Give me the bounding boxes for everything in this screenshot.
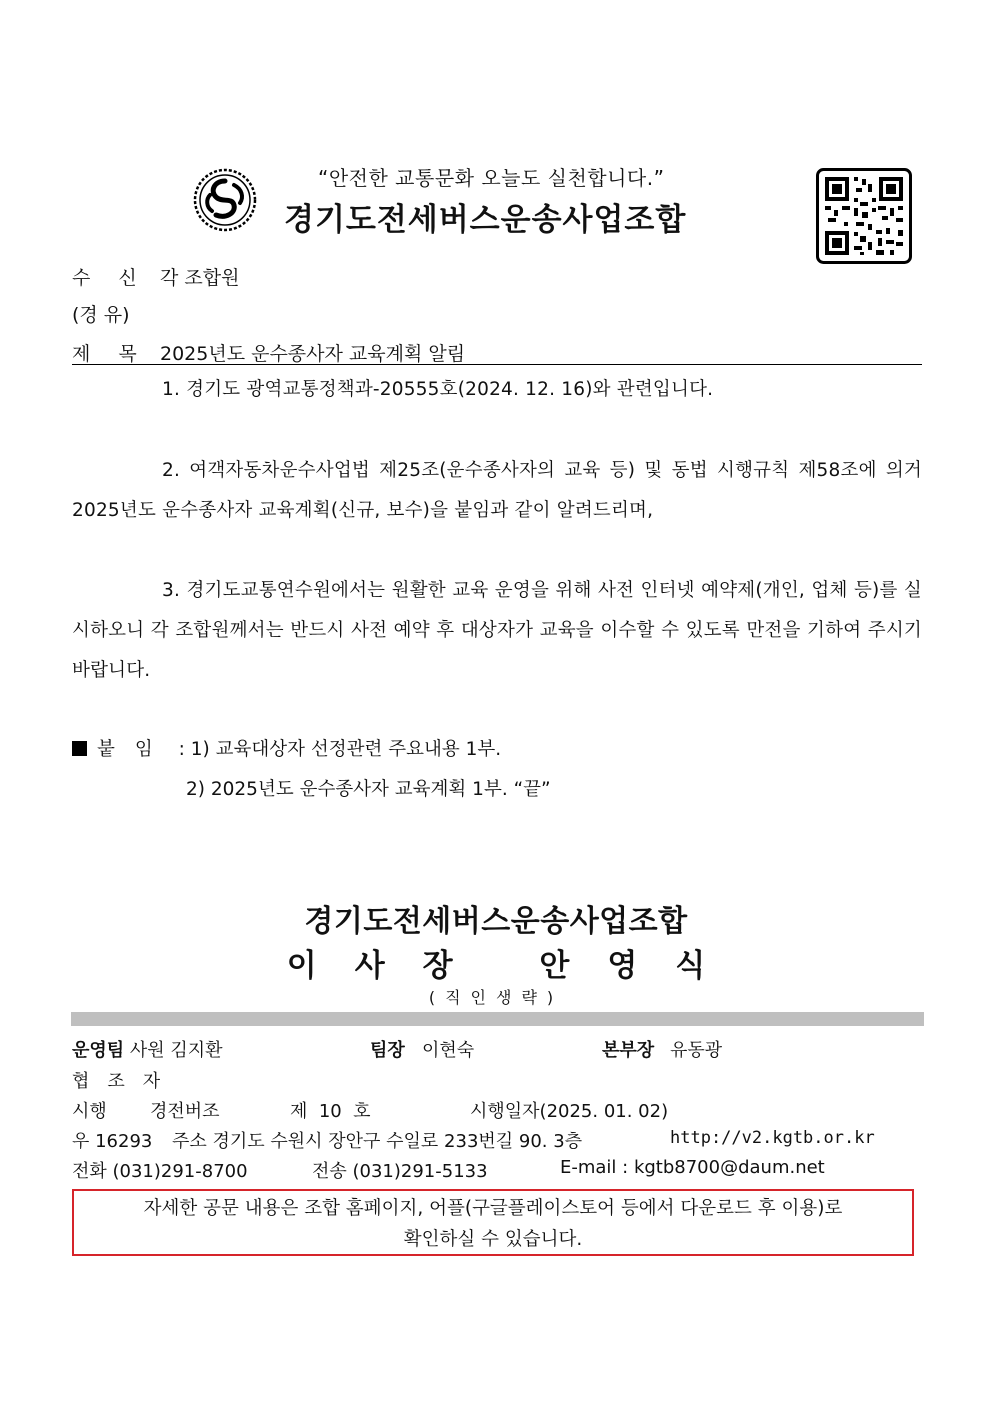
phone-number: 전화 (031)291-8700 <box>72 1161 248 1182</box>
signature-org: 경기도전세버스운송사업조합 <box>304 904 688 939</box>
subject-divider <box>72 364 922 365</box>
attachment-item-1: 1) 교육대상자 선정관련 주요내용 1부. <box>190 739 502 760</box>
team-value: 사원 김지환 <box>129 1040 223 1061</box>
staff-line <box>72 1036 723 1062</box>
recipient-label: 수신 <box>72 267 165 289</box>
paragraph-2: 2. 여객자동차운수사업법 제25조(운수종사자의 교육 등) 및 동법 시행규칙 제58조에 의거 2025년도 운수종사자 교육계획(신규, 보수)을 붙임과 같이 알려드리며, <box>72 460 922 521</box>
street-address: 주소 경기도 수원시 장안구 수일로 233번길 90. 3층 <box>172 1131 583 1152</box>
signature-name-text: 이사장 안영식 <box>286 948 744 984</box>
paragraph-3: 3. 경기도교통연수원에서는 원활한 교육 운영을 위해 사전 인터넷 예약제(개인, 업체 등)를 실시하오니 각 조합원께서는 반드시 사전 예약 후 대상자가 교육을 이수할 수 있도록 만전을 기하여 주시기 바랍니다. <box>72 580 922 681</box>
postal-code: 우 16293 <box>72 1131 153 1152</box>
qr-code-icon[interactable] <box>816 168 912 264</box>
homepage-link[interactable]: http://v2.kgtb.or.kr <box>670 1128 875 1148</box>
contact-line <box>72 1157 825 1183</box>
slogan: “안전한 교통문화 오늘도 실천합니다.” <box>318 166 665 190</box>
attachment-colon: : <box>172 739 191 760</box>
via-label: (경 유) <box>72 304 130 326</box>
seal-omitted-note: (직인생략) <box>428 988 564 1007</box>
head-value: 유동광 <box>670 1040 723 1061</box>
attachment-label: 붙임 <box>97 739 173 760</box>
paragraph-1: 1. 경기도 광역교통정책과-20555호(2024. 12. 16)와 관련입니다. <box>162 379 714 400</box>
notice-line-2: 확인하실 수 있습니다. <box>403 1229 583 1250</box>
signature-title-name <box>0 940 992 985</box>
address-line <box>72 1127 875 1153</box>
exec-label: 시행 <box>72 1101 107 1122</box>
head-label: 본부장 <box>602 1040 655 1061</box>
union-emblem-icon <box>192 167 258 233</box>
square-bullet-icon <box>72 741 87 756</box>
exec-date: 시행일자(2025. 01. 02) <box>470 1101 669 1122</box>
subject-value: 2025년도 운수종사자 교육계획 알림 <box>160 343 466 365</box>
org-title: 경기도전세버스운송사업조합 <box>284 202 687 238</box>
homepage-notice-box <box>72 1189 914 1256</box>
attachment-item-2: 2) 2025년도 운수종사자 교육계획 1부. “끝” <box>186 779 551 800</box>
notice-line-1: 자세한 공문 내용은 조합 홈페이지, 어플(구글플레이스토어 등에서 다운로드 후 이용)로 <box>143 1198 843 1219</box>
recipient-line <box>72 263 239 290</box>
email-address[interactable]: E-mail : kgtb8700@daum.net <box>560 1157 825 1178</box>
footer-divider-bar <box>71 1012 924 1026</box>
attachment-line-1 <box>72 730 501 770</box>
team-label: 운영팀 <box>72 1040 125 1061</box>
cooperator-line <box>72 1067 178 1093</box>
lead-value: 이현숙 <box>422 1040 475 1061</box>
exec-number: 제 10 호 <box>290 1101 371 1122</box>
coop-label: 협조자 <box>72 1071 179 1092</box>
subject-label: 제목 <box>72 343 165 365</box>
lead-label: 팀장 <box>370 1040 405 1061</box>
execution-line <box>72 1097 669 1123</box>
exec-dept: 경전버조 <box>150 1101 220 1122</box>
via-line <box>72 300 130 327</box>
recipient-value: 각 조합원 <box>160 267 240 289</box>
subject-line <box>72 339 465 366</box>
fax-number: 전송 (031)291-5133 <box>312 1161 488 1182</box>
